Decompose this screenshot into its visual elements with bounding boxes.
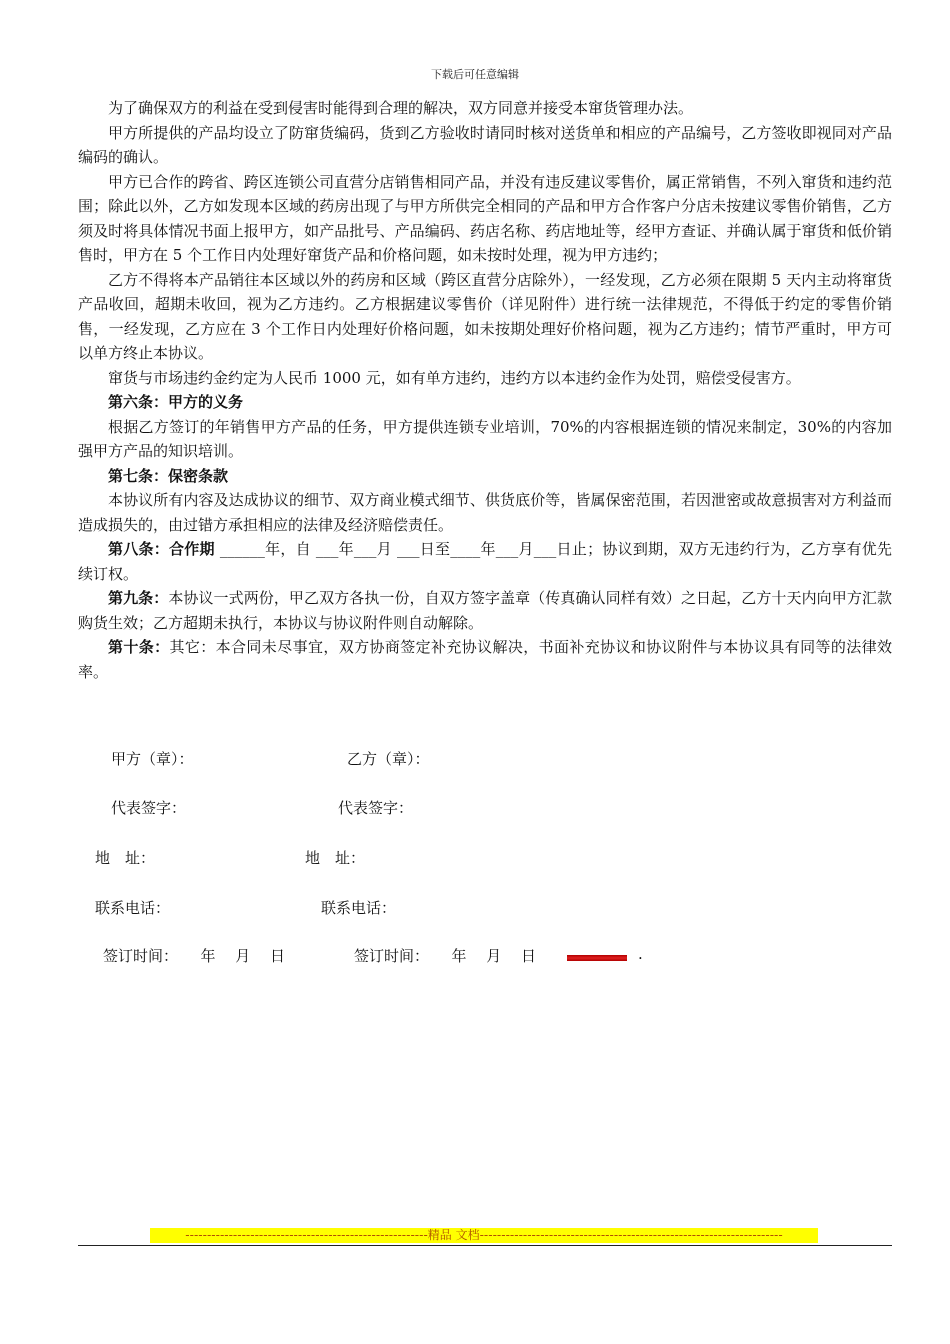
- paragraph-text: 其它：本合同未尽事宜，双方协商签定补充协议解决，书面补充协议和协议附件与本协议具有同等的法律效率。: [78, 638, 892, 681]
- paragraph-2: [78, 170, 892, 268]
- footer-rule: [78, 1245, 892, 1246]
- party-a-address: 地 址：: [95, 849, 156, 867]
- paragraph-text: ______年，自 ___年___月 ___日至____年___月___日止；协议到期，双方无违约行为，乙方享有优先续订权。: [78, 540, 892, 583]
- paragraph-lead: 第九条：: [108, 589, 169, 607]
- paragraph-4: [78, 366, 892, 391]
- red-mark: [567, 955, 627, 961]
- party-b-representative: 代表签字：: [338, 799, 414, 817]
- paragraph-3: [78, 268, 892, 366]
- contract-body: [78, 96, 892, 684]
- party-b-seal: 乙方（章）：: [347, 750, 430, 768]
- party-b-phone: 联系电话：: [321, 899, 397, 917]
- paragraph-lead: 第十条：: [108, 638, 170, 656]
- paragraph-lead: 第八条：合作期: [108, 540, 215, 558]
- paragraph-lead: 第七条：保密条款: [108, 466, 229, 485]
- article-10: [78, 635, 892, 684]
- paragraph-text: 乙方不得将本产品销往本区域以外的药房和区域（跨区直营分店除外），一经发现，乙方必须在限期 5 天内主动将窜货产品收回，超期未收回，视为乙方违约。乙方根据建议零售价（详见附件）进行统一法律规范，不得低于约定的零售价销售，一经发现，乙方应在 3 个工作日内处理好价格问题，如未按期处理好价格问题，视为乙方违约；情节严重时，甲方可以单方终止本协议。: [78, 270, 892, 362]
- article-6-heading: [78, 390, 892, 415]
- paragraph-text: 根据乙方签订的年销售甲方产品的任务，甲方提供连锁专业培训，70%的内容根据连锁的情况来制定，30%的内容加强甲方产品的知识培训。: [78, 417, 892, 460]
- paragraph-text: 窜货与市场违约金约定为人民币 1000 元，如有单方违约，违约方以本违约金作为处罚，赔偿受侵害方。: [108, 368, 801, 387]
- paragraph-1: [78, 121, 892, 170]
- party-a-sign-date: 签订时间： 年 月 日: [103, 947, 286, 965]
- footer-banner: --------------------------------------------------------精品 文档----------------------------------------------------------------------: [150, 1228, 818, 1243]
- article-8: [78, 537, 892, 586]
- paragraph-text: 本协议所有内容及达成协议的细节、双方商业模式细节、供货底价等，皆属保密范围，若因泄密或故意损害对方利益而造成损失的，由过错方承担相应的法律及经济赔偿责任。: [78, 491, 892, 534]
- paragraph-text: 为了确保双方的利益在受到侵害时能得到合理的解决，双方同意并接受本窜货管理办法。: [108, 99, 694, 117]
- party-b-sign-date: 签订时间： 年 月 日: [354, 947, 537, 965]
- paragraph-text: 甲方所提供的产品均设立了防窜货编码，货到乙方验收时请同时核对送货单和相应的产品编号，乙方签收即视同对产品编码的确认。: [78, 123, 892, 166]
- trailing-dot: .: [638, 945, 643, 963]
- party-a-seal: 甲方（章）：: [111, 750, 194, 768]
- party-a-phone: 联系电话：: [95, 899, 171, 917]
- party-a-representative: 代表签字：: [111, 799, 187, 817]
- paragraph-text: 本协议一式两份，甲乙双方各执一份，自双方签字盖章（传真确认同样有效）之日起，乙方十天内向甲方汇款购货生效；乙方超期未执行，本协议与协议附件则自动解除。: [78, 589, 892, 632]
- article-7-heading: [78, 464, 892, 489]
- paragraph-6: [78, 415, 892, 464]
- paragraph-0: [78, 96, 892, 121]
- page-header: 下载后可任意编辑: [431, 68, 519, 81]
- paragraph-text: 甲方已合作的跨省、跨区连锁公司直营分店销售相同产品，并没有违反建议零售价，属正常销售，不列入窜货和违约范围；除此以外，乙方如发现本区域的药房出现了与甲方所供完全相同的产品和甲方合作客户分店未按建议零售价销售，乙方须及时将具体情况书面上报甲方，如产品批号、产品编码、药店名称、药店地址等，经甲方查证、并确认属于窜货和低价销售时，甲方在 5 个工作日内处理好窜货产品和价格问题，如未按时处理，视为甲方违约；: [78, 172, 892, 264]
- article-9: [78, 586, 892, 635]
- party-b-address: 地 址：: [305, 849, 366, 867]
- paragraph-8: [78, 488, 892, 537]
- paragraph-lead: 第六条：甲方的义务: [108, 393, 244, 411]
